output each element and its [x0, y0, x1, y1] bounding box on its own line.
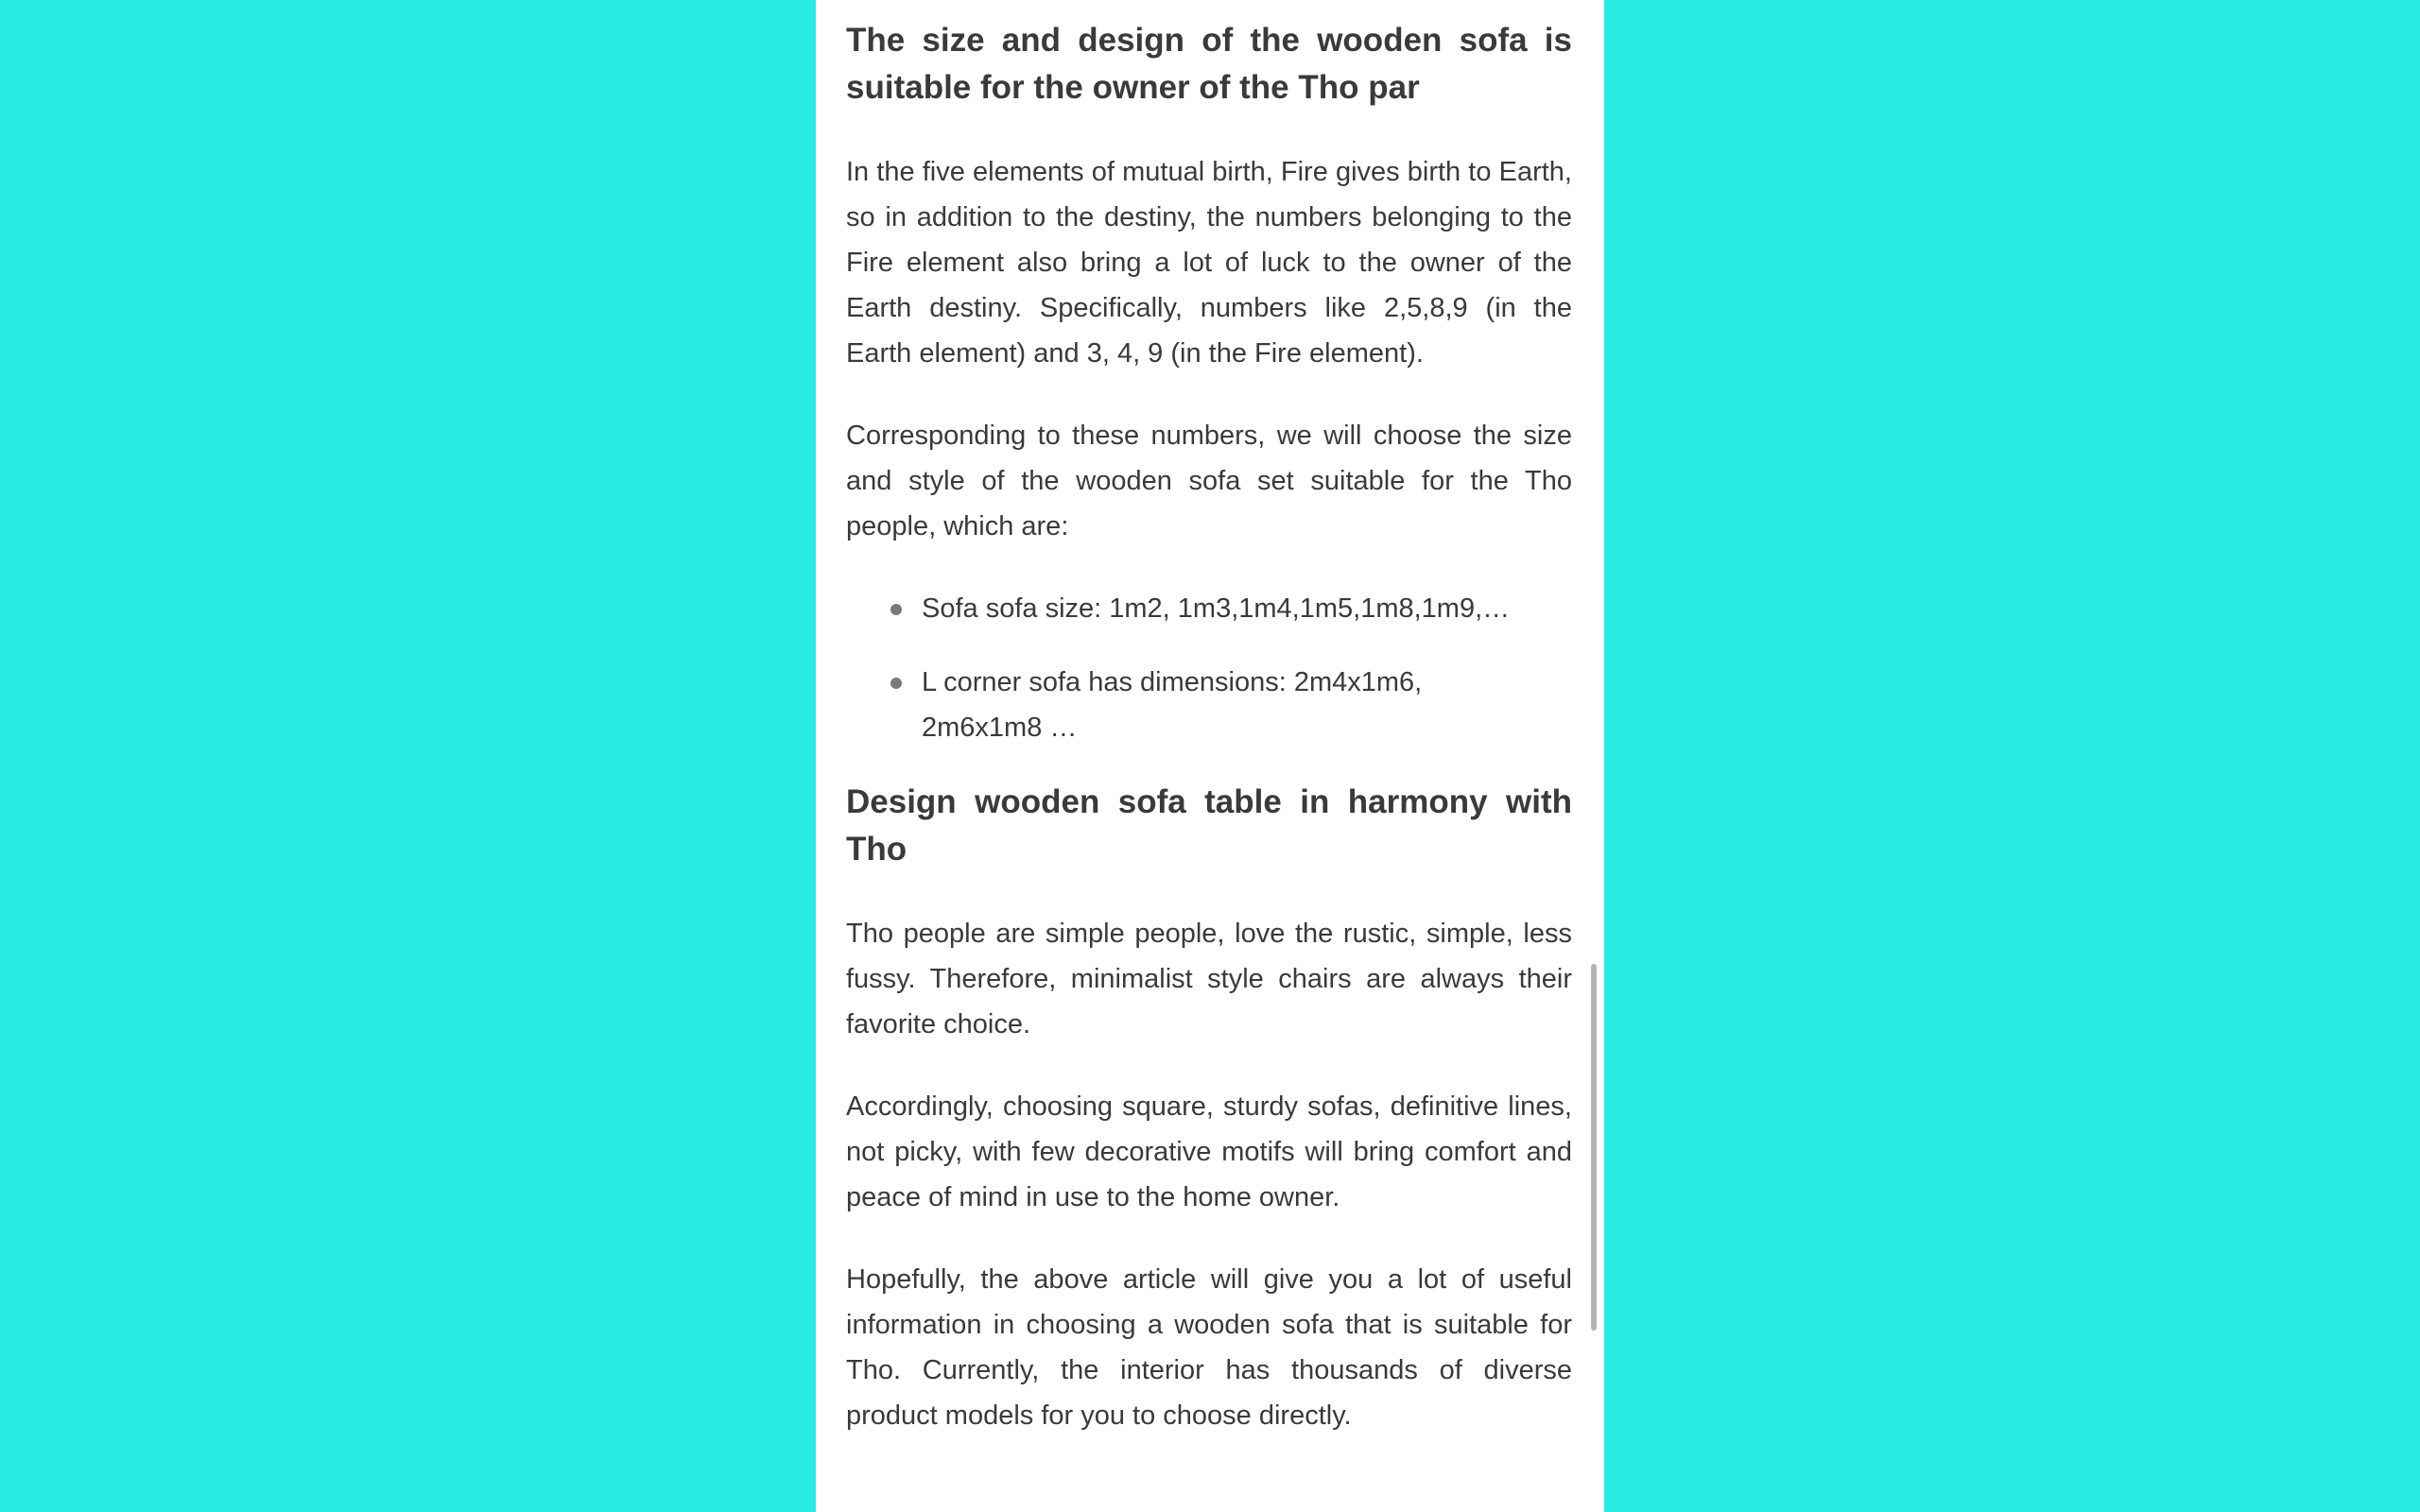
- paragraph-five-elements: In the five elements of mutual birth, Fire gives birth to Earth, so in addition to the destiny, the numbers belonging to the Fire element also bring a lot of luck to the owner of the Earth destiny. Specifically, numbers like 2,5,8,9 (in the Earth element) and 3, 4, 9 (in the Fire element).: [846, 157, 1572, 369]
- list-item-text: L corner sofa has dimensions: 2m4x1m6, 2m6x1m8 …: [922, 667, 1423, 743]
- paragraph-accordingly: Accordingly, choosing square, sturdy sofas, definitive lines, not picky, with few decorative motifs will bring comfort and peace of mind in use to the home owner.: [846, 1091, 1572, 1212]
- paragraph-tho-people: Tho people are simple people, love the rustic, simple, less fussy. Therefore, minimalist style chairs are always their favorite choice.: [846, 919, 1572, 1040]
- list-item: [922, 586, 1572, 631]
- bullet-icon: [890, 604, 902, 615]
- article-body: [846, 0, 1572, 1475]
- list-item-text: Sofa sofa size: 1m2, 1m3,1m4,1m5,1m8,1m9,…: [922, 593, 1511, 624]
- content-page: [816, 0, 1604, 1512]
- list-item: [922, 660, 1572, 750]
- paragraph-corresponding-numbers: Corresponding to these numbers, we will choose the size and style of the wooden sofa set suitable for the Tho people, which are:: [846, 421, 1572, 541]
- section-heading-size-design: The size and design of the wooden sofa is suitable for the owner of the Tho par: [846, 22, 1572, 106]
- bullet-icon: [890, 678, 902, 689]
- scrollbar-thumb[interactable]: [1591, 964, 1597, 1331]
- section-heading-harmony: Design wooden sofa table in harmony with Tho: [846, 783, 1572, 868]
- size-list: [846, 586, 1572, 750]
- paragraph-conclusion: Hopefully, the above article will give you a lot of useful information in choosing a wooden sofa that is suitable for Tho. Currently, the interior has thousands of diverse product models for you to choose directly.: [846, 1264, 1572, 1431]
